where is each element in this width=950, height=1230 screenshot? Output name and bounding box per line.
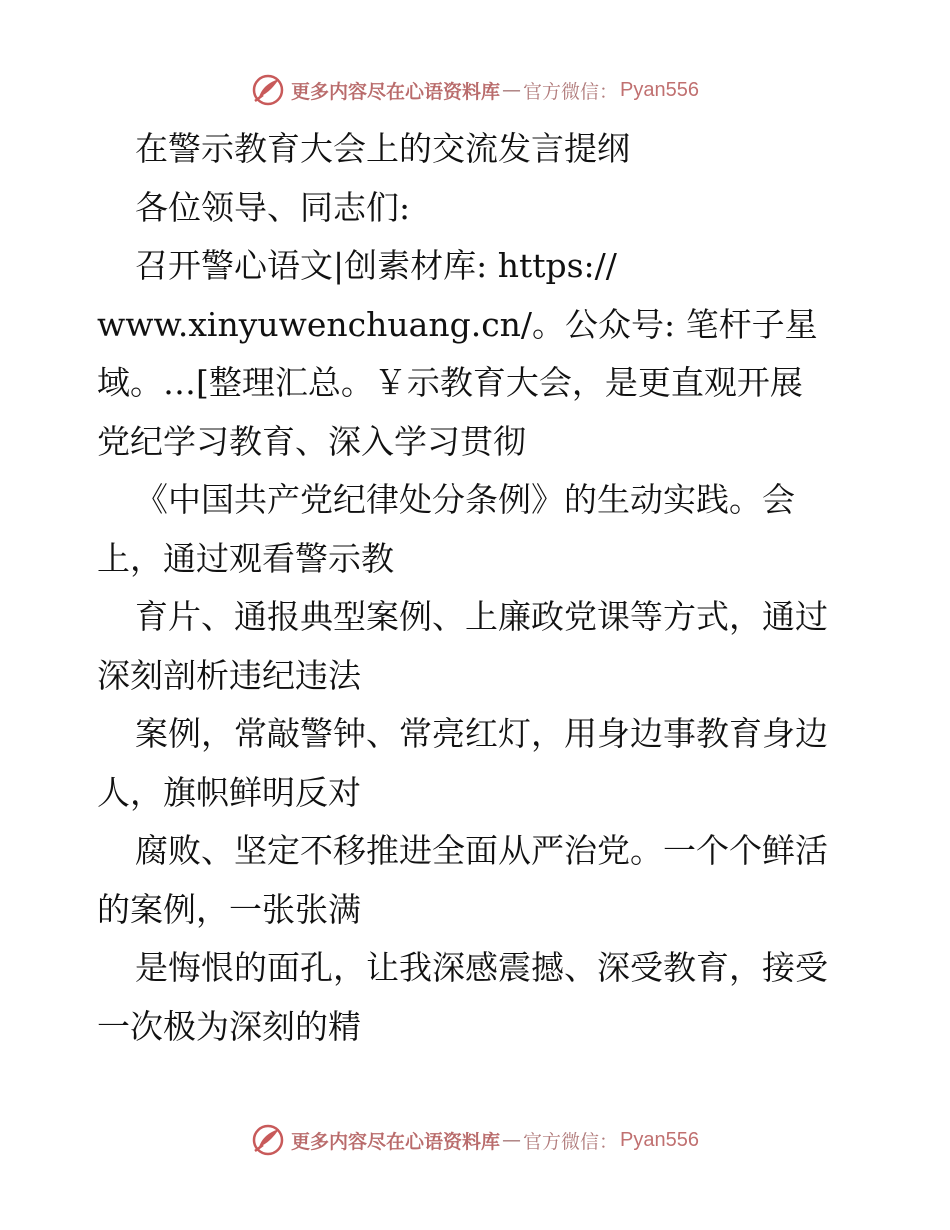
footer-watermark bbox=[0, 1120, 950, 1160]
text-line: 是悔恨的面孔，让我深感震撼、深受教育，接受 bbox=[135, 948, 828, 987]
watermark-dash: — bbox=[502, 1129, 522, 1151]
text-line: 域。…[整理汇总。￥示教育大会，是更直观开展 bbox=[97, 363, 803, 402]
text-line: 案例，常敲警钟、常亮红灯，用身边事教育身边 bbox=[135, 714, 828, 753]
text-line: 一次极为深刻的精 bbox=[97, 1006, 361, 1046]
header-watermark bbox=[0, 70, 950, 110]
watermark-main-text: 更多内容尽在心语资料库 bbox=[291, 80, 501, 103]
text-line: 腐败、坚定不移推进全面从严治党。一个个鲜活 bbox=[135, 831, 828, 870]
pen-logo-icon bbox=[251, 1123, 285, 1157]
watermark-wechat-label: 官方微信： bbox=[523, 1130, 619, 1153]
text-line: 上，通过观看警示教 bbox=[97, 538, 394, 578]
watermark-main-text: 更多内容尽在心语资料库 bbox=[291, 1130, 501, 1153]
text-line: 党纪学习教育、深入学习贯彻 bbox=[97, 421, 526, 461]
text-line: 人，旗帜鲜明反对 bbox=[97, 772, 361, 812]
text-line: 召开警心语文|创素材库: https:// bbox=[135, 246, 617, 285]
document-body bbox=[97, 120, 857, 1056]
text-line: www.xinyuwenchuang.cn/。公众号: 笔杆子星 bbox=[97, 304, 818, 344]
pen-logo-icon bbox=[251, 73, 285, 107]
text-line: 深刻剖析违纪违法 bbox=[97, 655, 361, 695]
watermark-wechat-id: Pyan556 bbox=[620, 78, 699, 101]
text-line: 各位领导、同志们: bbox=[135, 187, 411, 227]
watermark-wechat-id: Pyan556 bbox=[620, 1128, 699, 1151]
watermark-wechat-label: 官方微信： bbox=[523, 80, 619, 103]
watermark-dash: — bbox=[502, 79, 522, 101]
text-line: 在警示教育大会上的交流发言提纲 bbox=[135, 129, 630, 168]
text-line: 育片、通报典型案例、上廉政党课等方式，通过 bbox=[135, 597, 828, 636]
text-line: 的案例，一张张满 bbox=[97, 889, 361, 929]
text-line: 《中国共产党纪律处分条例》的生动实践。会 bbox=[135, 480, 795, 519]
